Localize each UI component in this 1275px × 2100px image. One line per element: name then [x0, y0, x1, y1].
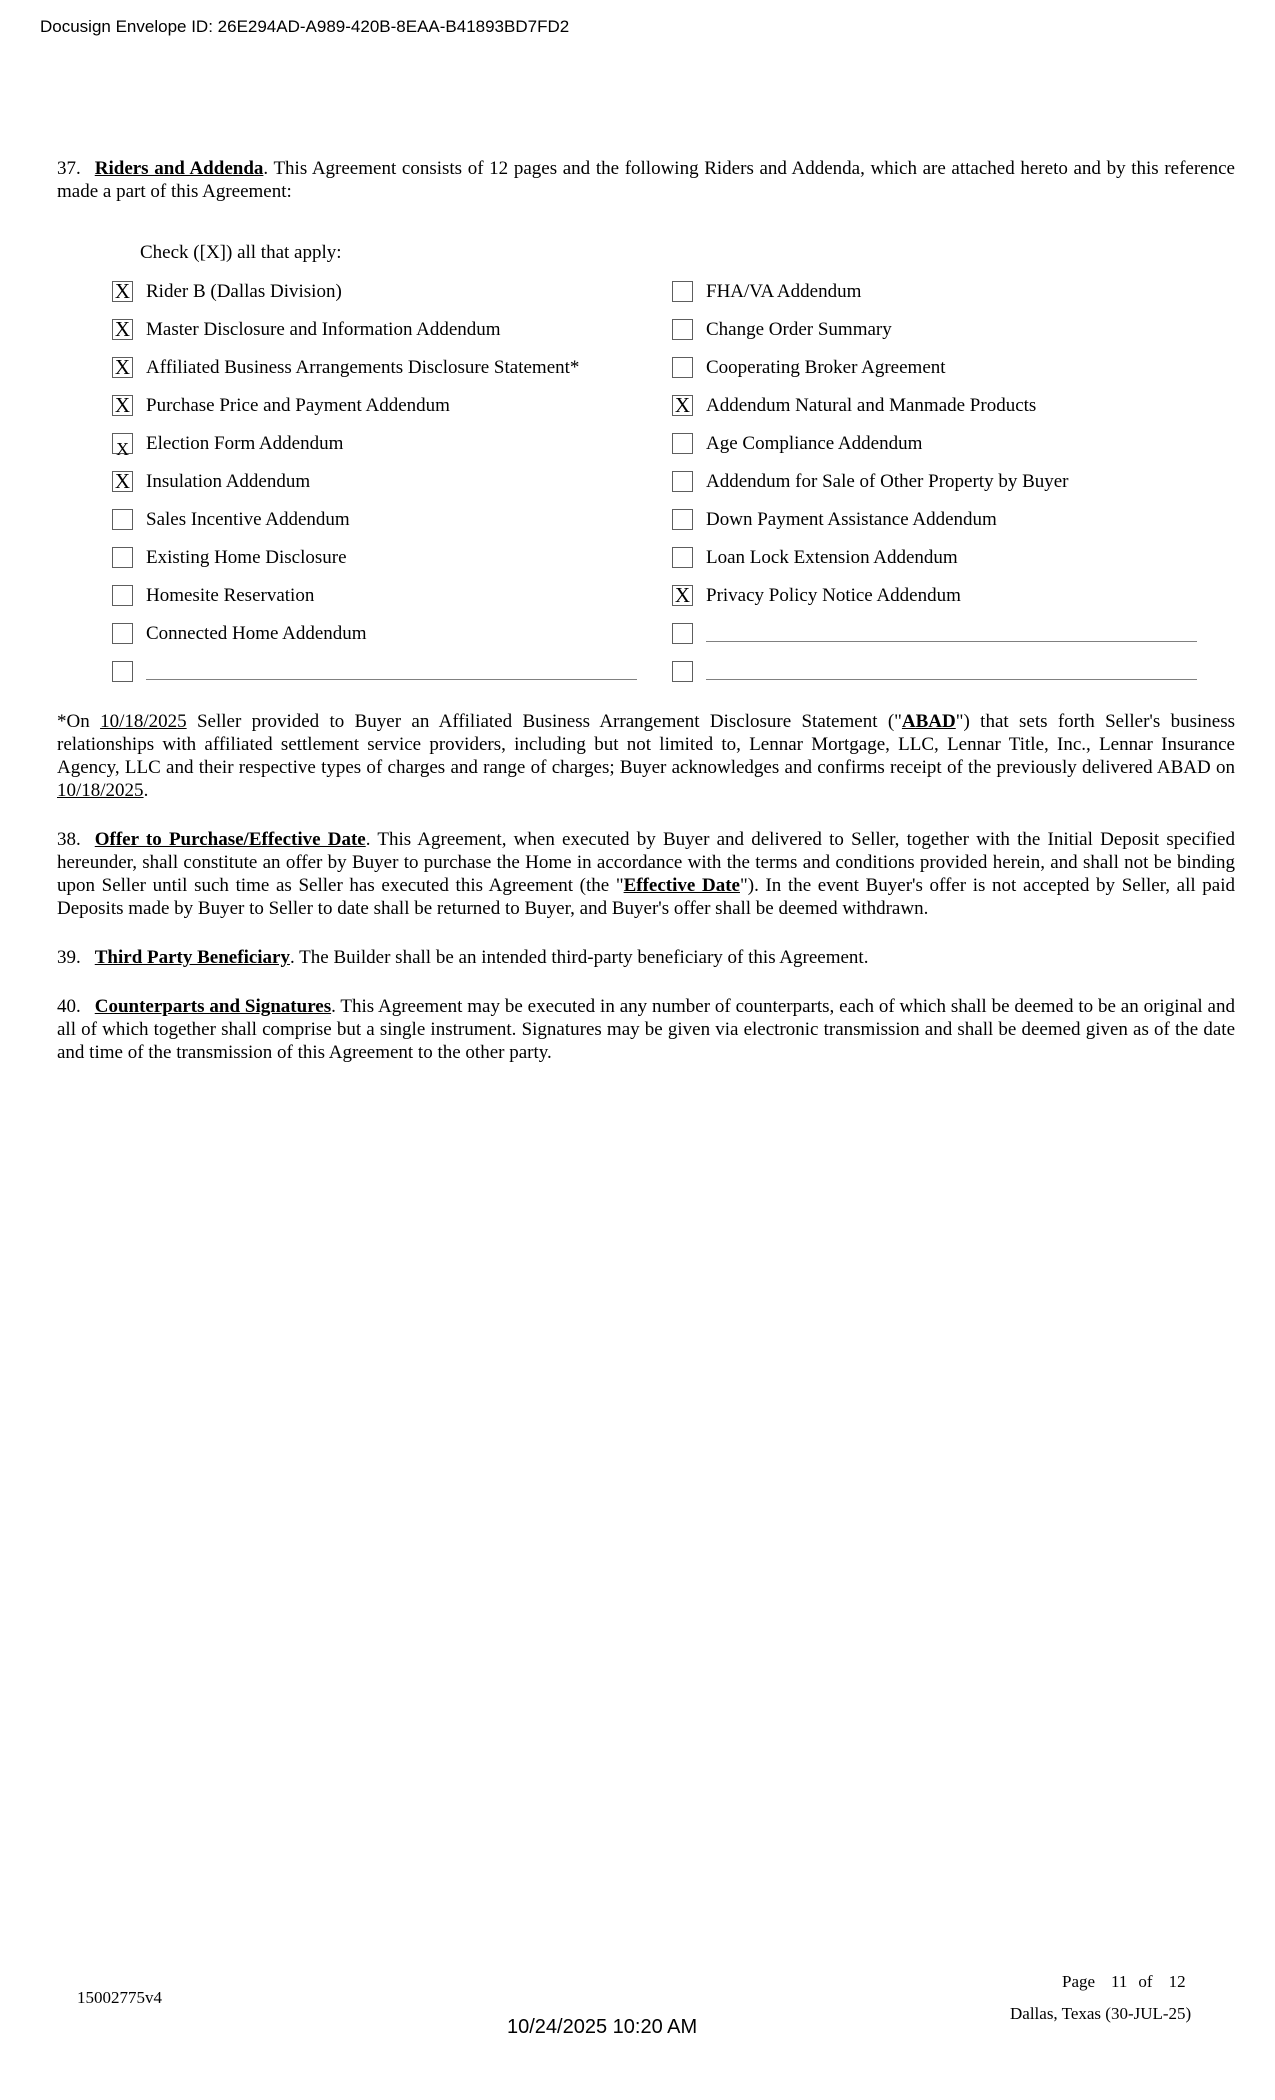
- checkbox-loan-lock[interactable]: [672, 547, 693, 568]
- checkbox-row-natural-manmade: [672, 386, 1235, 424]
- checkbox-sale-other-property[interactable]: [672, 471, 693, 492]
- document-number: 15002775v4: [77, 1988, 162, 2007]
- checkbox-row-change-order: [672, 310, 1235, 348]
- checkbox-row-homesite-reservation: [57, 576, 672, 614]
- page-indicator: [1062, 1972, 1186, 1992]
- checkbox-rider-b[interactable]: [112, 278, 133, 303]
- checkbox-label: Privacy Policy Notice Addendum: [706, 584, 961, 606]
- section-38-title: Offer to Purchase/Effective Date: [94, 829, 366, 850]
- checkbox-label: Addendum for Sale of Other Property by Buyer: [706, 470, 1069, 492]
- checkbox-existing-home[interactable]: [112, 547, 133, 568]
- checkbox-privacy-policy[interactable]: [672, 582, 693, 607]
- checkbox-election-form[interactable]: [112, 433, 133, 459]
- checkbox-homesite-reservation[interactable]: [112, 585, 133, 606]
- section-38-paragraph: [57, 828, 1235, 920]
- checkbox-row-fha-va: [672, 272, 1235, 310]
- section-37-body: . This Agreement consists of 12 pages and the following Riders and Addenda, which are attached hereto and by this reference made a part of this Agreement:: [57, 158, 1235, 202]
- checkbox-master-disclosure[interactable]: [112, 316, 133, 341]
- abad-note-paragraph: [57, 710, 1235, 802]
- docusign-envelope-id: Docusign Envelope ID: 26E294AD-A989-420B-8EAA-B41893BD7FD2: [40, 17, 570, 36]
- x-mark: X: [114, 278, 131, 303]
- x-mark: X: [116, 438, 129, 459]
- checkbox-row-loan-lock: [672, 538, 1235, 576]
- checkbox-row-master-disclosure: [57, 310, 672, 348]
- footer-timestamp: 10/24/2025 10:20 AM: [507, 2016, 698, 2038]
- section-37-title: Riders and Addenda: [94, 158, 264, 179]
- abad-term: ABAD: [901, 711, 956, 732]
- checkbox-label: Existing Home Disclosure: [146, 546, 347, 568]
- checkbox-label: Election Form Addendum: [146, 432, 344, 454]
- x-mark: X: [114, 392, 131, 417]
- checkbox-purchase-price[interactable]: [112, 392, 133, 417]
- checkbox-label: Addendum Natural and Manmade Products: [706, 394, 1037, 416]
- checkbox-change-order[interactable]: [672, 319, 693, 340]
- page-of-label: of: [1138, 1972, 1153, 1991]
- footer-location-line: Dallas, Texas (30-JUL-25): [1010, 2004, 1192, 2023]
- checkbox-down-payment[interactable]: [672, 509, 693, 530]
- checkbox-row-existing-home: [57, 538, 672, 576]
- checkbox-label: Cooperating Broker Agreement: [706, 356, 946, 378]
- section-39-title: Third Party Beneficiary: [94, 947, 290, 968]
- blank-fill-line[interactable]: [706, 624, 1197, 642]
- abad-date-1: 10/18/2025: [100, 711, 187, 732]
- page-total: 12: [1168, 1972, 1186, 1991]
- section-40-body: . This Agreement may be executed in any number of counterparts, each of which shall be deemed to be an original and all of which together shall comprise but a single instrument. Signatures may be given via electronic transmission and shall be deemed given as of the date and time of the transmission of this Agreement to the other party.: [57, 996, 1235, 1063]
- checkbox-row-election-form: [57, 424, 672, 462]
- x-mark: X: [674, 582, 691, 607]
- checkbox-fha-va[interactable]: [672, 281, 693, 302]
- page-label: Page: [1062, 1972, 1096, 1991]
- blank-fill-line[interactable]: [146, 662, 637, 680]
- section-37-paragraph: [57, 157, 1235, 203]
- checkbox-label: FHA/VA Addendum: [706, 280, 862, 302]
- checkbox-affiliated-business[interactable]: [112, 354, 133, 379]
- section-38-body: "). In the event Buyer's offer is not accepted by Seller, all paid Deposits made by Buyer to Seller to date shall be returned to Buyer, and Buyer's offer shall be deemed withdrawn.: [57, 875, 1235, 919]
- checkbox-row-sales-incentive: [57, 500, 672, 538]
- checkbox-row-affiliated-business: [57, 348, 672, 386]
- x-mark: X: [114, 354, 131, 379]
- section-40-title: Counterparts and Signatures: [94, 996, 332, 1017]
- checkbox-label: Homesite Reservation: [146, 584, 315, 606]
- checkbox-label: Loan Lock Extension Addendum: [706, 546, 958, 568]
- checkbox-blank-right-2[interactable]: [672, 661, 693, 682]
- abad-text: *On: [57, 711, 101, 732]
- section-39-body: . The Builder shall be an intended third-party beneficiary of this Agreement.: [290, 947, 869, 968]
- checkbox-row-insulation: [57, 462, 672, 500]
- checkbox-row-privacy-policy: [672, 576, 1235, 614]
- section-39-paragraph: [57, 946, 1235, 969]
- checkbox-label: Sales Incentive Addendum: [146, 508, 350, 530]
- checkbox-row-connected-home: [57, 614, 672, 652]
- checkbox-row-blank-left: [57, 652, 672, 690]
- checkbox-label: Affiliated Business Arrangements Disclosure Statement*: [146, 356, 580, 378]
- checkbox-label: Rider B (Dallas Division): [146, 280, 342, 302]
- checkbox-row-sale-other-property: [672, 462, 1235, 500]
- blank-fill-line[interactable]: [706, 662, 1197, 680]
- checkbox-label: Purchase Price and Payment Addendum: [146, 394, 450, 416]
- section-38-body: . This Agreement, when executed by Buyer and delivered to Seller, together with the Initial Deposit specified hereunder, shall constitute an offer by Buyer to purchase the Home in accordance with the terms and conditions provided herein, and shall not be binding upon Seller until such time as Seller has executed this Agreement (the ": [57, 829, 1235, 896]
- section-40-number: 40.: [57, 996, 81, 1017]
- checkbox-sales-incentive[interactable]: [112, 509, 133, 530]
- riders-checkbox-list: [57, 272, 1235, 690]
- checkbox-row-blank-right-2: [672, 652, 1235, 690]
- checkbox-blank-left[interactable]: [112, 661, 133, 682]
- checkbox-insulation[interactable]: [112, 468, 133, 493]
- checkbox-row-rider-b: [57, 272, 672, 310]
- checkbox-row-cooperating-broker: [672, 348, 1235, 386]
- checkbox-age-compliance[interactable]: [672, 433, 693, 454]
- section-38-number: 38.: [57, 829, 81, 850]
- checkbox-label: Down Payment Assistance Addendum: [706, 508, 997, 530]
- checkbox-row-down-payment: [672, 500, 1235, 538]
- effective-date-term: Effective Date: [623, 875, 740, 896]
- checkbox-row-purchase-price: [57, 386, 672, 424]
- x-mark: X: [114, 316, 131, 341]
- checkbox-label: Insulation Addendum: [146, 470, 311, 492]
- checkbox-label: Change Order Summary: [706, 318, 892, 340]
- checkbox-row-blank-right-1: [672, 614, 1235, 652]
- checkbox-label: Connected Home Addendum: [146, 622, 367, 644]
- document-body: [57, 157, 1235, 1090]
- section-40-paragraph: [57, 995, 1235, 1064]
- riders-right-column: [672, 272, 1235, 690]
- checkbox-label: Master Disclosure and Information Addendum: [146, 318, 501, 340]
- checkbox-blank-right-1[interactable]: [672, 623, 693, 644]
- check-all-that-apply-label: Check ([X]) all that apply:: [140, 242, 342, 263]
- abad-date-2: 10/18/2025: [57, 780, 144, 801]
- checkbox-row-age-compliance: [672, 424, 1235, 462]
- riders-left-column: [57, 272, 672, 690]
- abad-text: ") that sets forth Seller's business relationships with affiliated settlement service providers, including but not limited to, Lennar Mortgage, LLC, Lennar Title, Inc., Lennar Insurance Agency, LLC and their respective types of charges and range of charges; Buyer acknowledges and confirms receipt of the previously delivered ABAD on: [57, 711, 1235, 778]
- abad-text: .: [143, 780, 149, 801]
- section-37-number: 37.: [57, 158, 81, 179]
- page-current: 11: [1111, 1972, 1128, 1991]
- checkbox-connected-home[interactable]: [112, 623, 133, 644]
- section-39-number: 39.: [57, 947, 81, 968]
- checkbox-natural-manmade[interactable]: [672, 392, 693, 417]
- checkbox-cooperating-broker[interactable]: [672, 357, 693, 378]
- x-mark: X: [114, 468, 131, 493]
- x-mark: X: [674, 392, 691, 417]
- abad-text: Seller provided to Buyer an Affiliated Business Arrangement Disclosure Statement (": [186, 711, 902, 732]
- checkbox-label: Age Compliance Addendum: [706, 432, 923, 454]
